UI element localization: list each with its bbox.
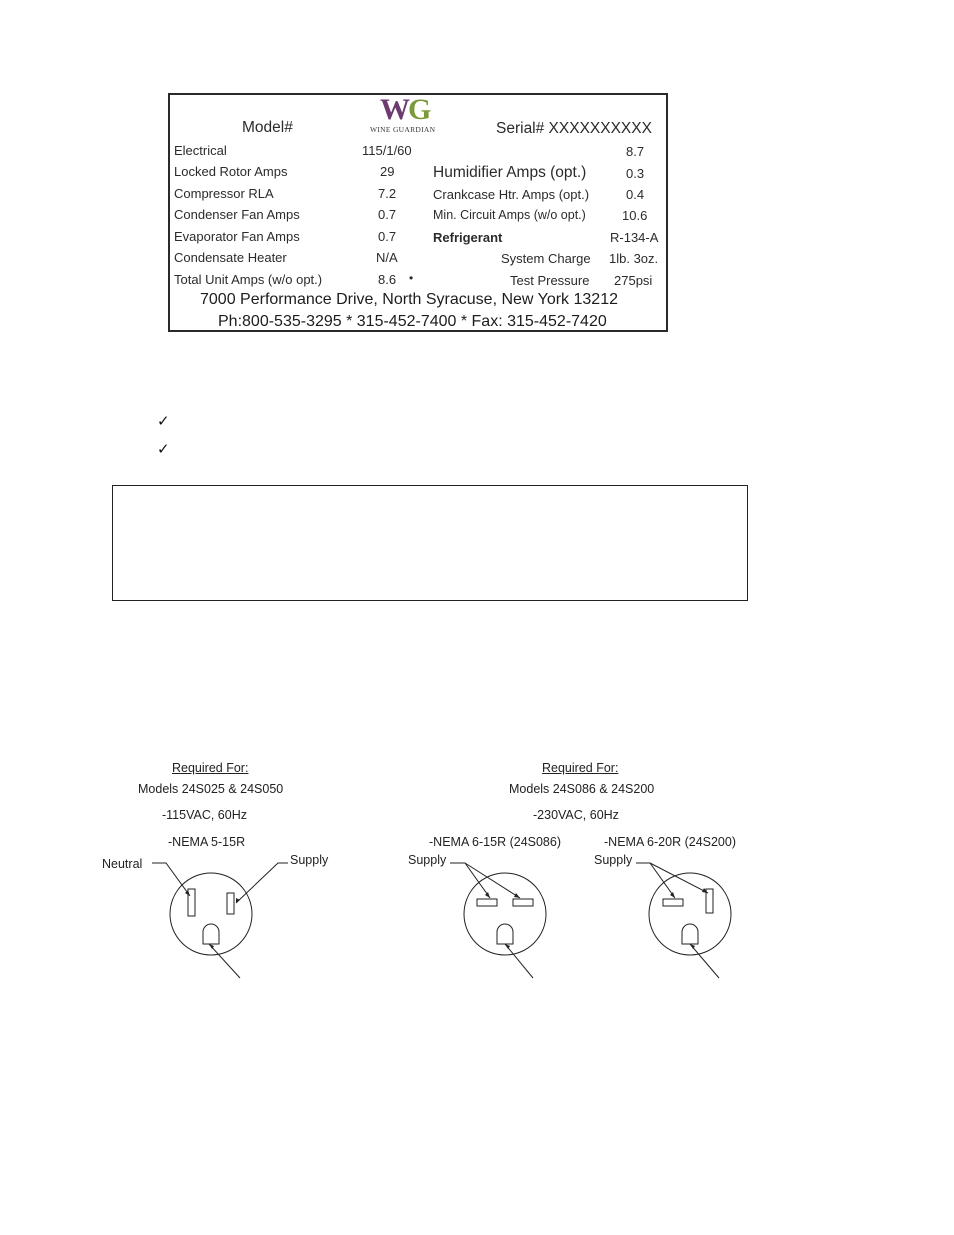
serial-label: Serial# XXXXXXXXXX [496, 120, 652, 137]
right-models: Models 24S086 & 24S200 [509, 782, 655, 796]
manufacturer-phone-fax: Ph:800-535-3295 * 315-452-7400 * Fax: 315-452-7420 [218, 313, 607, 330]
spec-label-evaporator-fan: Evaporator Fan Amps [174, 229, 300, 244]
ground-leader-line [209, 944, 240, 978]
neutral-leader-line [152, 863, 190, 896]
spec-value-min-circuit: 10.6 [622, 208, 648, 223]
spec-label-system-charge: System Charge [501, 251, 591, 266]
spec-label-refrigerant: Refrigerant [433, 230, 503, 245]
supply-leader-line-b [650, 863, 708, 893]
model-label: Model# [242, 119, 293, 136]
left-required-heading: Required For: [172, 761, 249, 775]
spec-label-condenser-fan: Condenser Fan Amps [174, 207, 300, 222]
left-models: Models 24S025 & 24S050 [138, 782, 284, 796]
supply-slot-left [477, 899, 497, 906]
check-mark-icon: ✓ [157, 441, 170, 458]
spec-value-test-pressure: 275psi [614, 273, 653, 288]
ground-pin [203, 924, 219, 944]
supply-leader-line-b [465, 863, 520, 898]
spec-label-rla: Compressor RLA [174, 186, 274, 201]
spec-label-min-circuit: Min. Circuit Amps (w/o opt.) [433, 208, 586, 222]
spec-value-system-charge: 1lb. 3oz. [609, 251, 659, 266]
spec-value-humidifier: 0.3 [626, 166, 645, 181]
spec-value-condensate-heater: N/A [376, 250, 398, 265]
spec-value-electrical: 115/1/60 [362, 143, 412, 158]
supply-slot [227, 893, 234, 914]
left-nema: -NEMA 5-15R [168, 835, 246, 849]
spec-value-crankcase: 0.4 [626, 187, 645, 202]
nema-6-20r-supply-label: Supply [594, 853, 633, 867]
spec-value-electrical-amps: 8.7 [626, 144, 645, 159]
nema-5-15r-receptacle-icon [152, 863, 288, 978]
neutral-slot [188, 889, 195, 916]
spec-label-lra: Locked Rotor Amps [174, 164, 288, 179]
arrowhead [236, 898, 240, 903]
nema-6-20r-receptacle-icon [636, 863, 731, 978]
wine-guardian-logo: WG [380, 93, 430, 126]
spec-value-evaporator-fan: 0.7 [378, 229, 397, 244]
supply-leader-line [236, 863, 288, 903]
nema-6-15r-label: -NEMA 6-15R (24S086) [429, 835, 562, 849]
supply-slot-right [513, 899, 533, 906]
nema-6-20r-label: -NEMA 6-20R (24S200) [604, 835, 737, 849]
ground-leader-line [505, 944, 533, 978]
check-mark-icon: ✓ [157, 413, 170, 430]
manufacturer-address: 7000 Performance Drive, North Syracuse, New York 13212 [200, 291, 618, 308]
spec-value-refrigerant: R-134-A [610, 230, 659, 245]
supply-slot-horizontal [663, 899, 683, 906]
spec-label-electrical: Electrical [174, 143, 227, 158]
ground-pin [497, 924, 513, 944]
spec-label-test-pressure: Test Pressure [510, 273, 590, 288]
left-supply-label: Supply [290, 853, 329, 867]
dot-mark: • [409, 271, 414, 285]
arrowhead [514, 893, 520, 898]
ground-leader-line [690, 944, 719, 978]
arrowhead [505, 944, 510, 949]
nema-6-15r-receptacle-icon [450, 863, 546, 978]
spec-value-rla: 7.2 [378, 186, 397, 201]
neutral-label: Neutral [102, 857, 143, 871]
spec-label-total-amps: Total Unit Amps (w/o opt.) [174, 272, 323, 287]
right-required-heading: Required For: [542, 761, 619, 775]
spec-label-humidifier: Humidifier Amps (opt.) [433, 164, 587, 181]
spec-value-lra: 29 [380, 164, 395, 179]
spec-value-condenser-fan: 0.7 [378, 207, 397, 222]
right-voltage: -230VAC, 60Hz [533, 808, 619, 822]
nema-6-15r-supply-label: Supply [408, 853, 447, 867]
left-voltage: -115VAC, 60Hz [162, 808, 247, 822]
spec-label-condensate-heater: Condensate Heater [174, 250, 287, 265]
spec-label-crankcase: Crankcase Htr. Amps (opt.) [433, 187, 590, 202]
spec-value-total-amps: 8.6 [378, 272, 397, 287]
logo-wordmark: WINE GUARDIAN [370, 125, 436, 134]
ground-pin [682, 924, 698, 944]
